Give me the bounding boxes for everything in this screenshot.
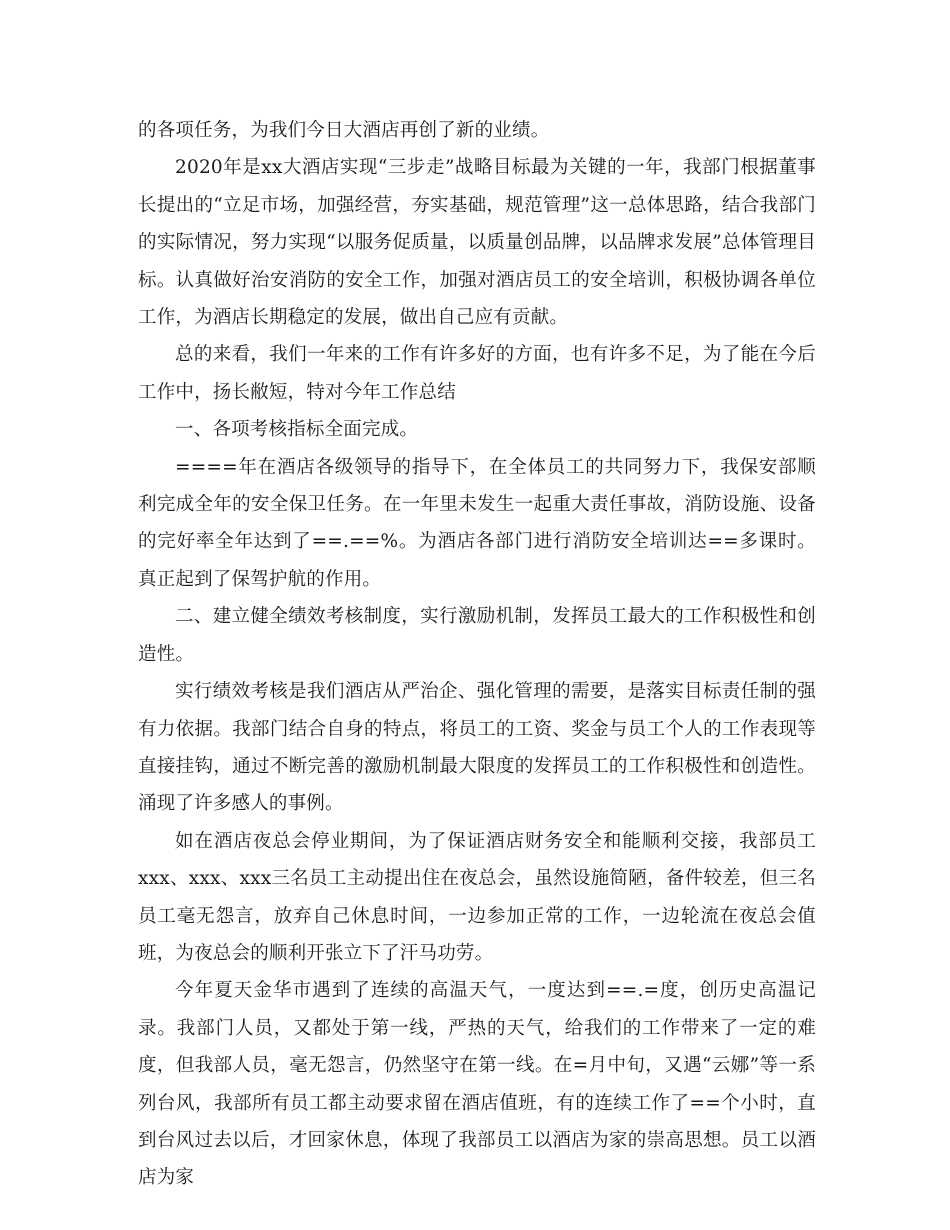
paragraph: 的各项任务，为我们今日大酒店再创了新的业绩。 [138,120,550,141]
paragraph: 总的来看，我们一年来的工作有许多好的方面，也有许多不足，为了能在今后工作中，扬长敝短，特对今年工作总结 [138,344,816,403]
paragraph: ====年在酒店各级领导的指导下，在全体员工的共同努力下，我保安部顺利完成全年的安全保卫任务。在一年里未发生一起重大责任事故，消防设施、设备的完好率全年达到了==.==%。为酒店各部门进行消防安全培训达==多课时。真正起到了保驾护航的作用。 [138,456,816,590]
document-page [138,112,816,1197]
paragraph: 2020年是xx大酒店实现“三步走”战略目标最为关键的一年，我部门根据董事长提出的“立足市场，加强经营，夯实基础，规范管理”这一总体思路，结合我部门的实际情况，努力实现“以服务促质量，以质量创品牌，以品牌求发展”总体管理目标。认真做好治安消防的安全工作，加强对酒店员工的安全培训，积极协调各单位工作，为酒店长期稳定的发展，做出自己应有贡献。 [138,157,816,329]
section-heading: 一、各项考核指标全面完成。 [175,419,419,441]
paragraph: 今年夏天金华市遇到了连续的高温天气，一度达到==.=度，创历史高温记录。我部门人员，又都处于第一线，严热的天气，给我们的工作带来了一定的难度，但我部人员，毫无怨言，仍然坚守在第一线。在=月中旬，又遇“云娜”等一系列台风，我部所有员工都主动要求留在酒店值班，有的连续工作了==个小时，直到台风过去以后，才回家休息，体现了我部员工以酒店为家的崇高思想。员工以酒店为家 [138,980,816,1189]
section-heading: 二、建立健全绩效考核制度，实行激励机制，发挥员工最大的工作积极性和创造性。 [138,606,816,665]
paragraph: 如在酒店夜总会停业期间，为了保证酒店财务安全和能顺利交接，我部员工xxx、xxx、xxx三名员工主动提出住在夜总会，虽然设施简陋，备件较差，但三名员工毫无怨言，放弃自己休息时间，一边参加正常的工作，一边轮流在夜总会值班，为夜总会的顺利开张立下了汗马功劳。 [138,830,816,964]
paragraph: 实行绩效考核是我们酒店从严治企、强化管理的需要，是落实目标责任制的强有力依据。我部门结合自身的特点，将员工的工资、奖金与员工个人的工作表现等直接挂钩，通过不断完善的激励机制最大限度的发挥员工的工作积极性和创造性。涌现了许多感人的事例。 [138,681,816,815]
